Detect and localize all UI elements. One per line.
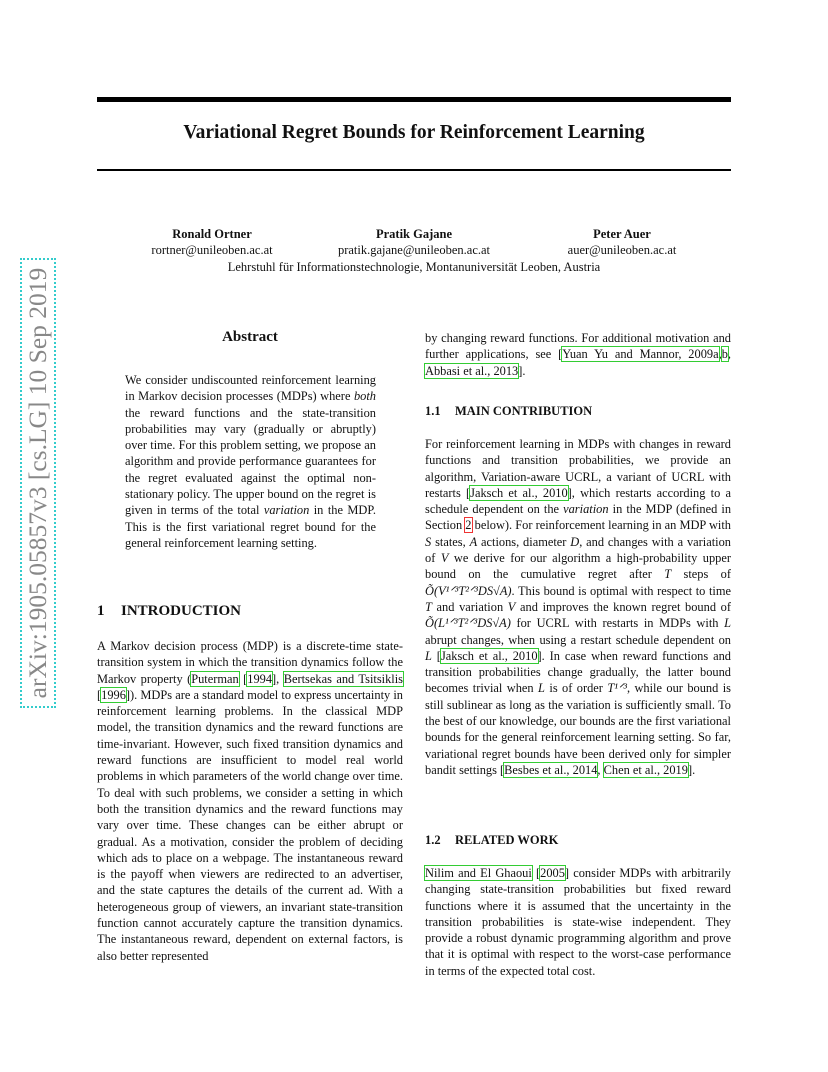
- author-name: Peter Auer: [593, 227, 651, 241]
- citation-link[interactable]: Yuan Yu and Mannor, 2009a: [562, 347, 719, 362]
- citation-link[interactable]: Nilim and El Ghaoui: [425, 866, 532, 880]
- author-1: [97, 226, 327, 258]
- citation-link[interactable]: Chen et al., 2019: [603, 762, 688, 777]
- title-top-rule: [97, 97, 731, 102]
- subsection-heading-related-work: 1.2 RELATED WORK: [425, 833, 559, 847]
- author-3: [507, 226, 737, 258]
- subsection-heading-main-contribution: 1.1 MAIN CONTRIBUTION: [425, 404, 593, 418]
- author-name: Pratik Gajane: [375, 227, 453, 241]
- arxiv-stamp-text: arXiv:1905.05857v3 [cs.LG] 10 Sep 2019: [23, 267, 52, 699]
- abstract-heading: Abstract: [222, 329, 278, 345]
- citation-link[interactable]: Bertsekas and Tsitsiklis: [283, 671, 403, 686]
- regret-bound-formula: Õ(V¹ᐟ³T²ᐟ³DS√A): [425, 583, 512, 598]
- citation-link[interactable]: Puterman: [191, 671, 239, 686]
- citation-link[interactable]: 2005: [540, 866, 565, 880]
- section-link[interactable]: 2: [465, 518, 472, 533]
- arxiv-stamp: [20, 258, 56, 708]
- author-email: pratik.gajane@unileoben.ac.at: [337, 243, 491, 257]
- related-work-text: Nilim and El Ghaoui [2005] consider MDPs with arbitrarily changing state-transition probabilities but fixed reward functions where it is assumed that the uncertainty in the transition probabilities is state-wise independent. They provide a robust dynamic programming algorithm and prove that it is optimal with respect to the worst-case performance in terms of the expected total cost.: [425, 866, 731, 978]
- citation-link[interactable]: Abbasi et al., 2013: [425, 363, 519, 378]
- regret-bound-formula: Õ(L¹ᐟ³T²ᐟ³DS√A): [425, 616, 511, 631]
- title-bottom-rule: [97, 169, 731, 171]
- citation-link[interactable]: Besbes et al., 2014: [504, 762, 598, 777]
- affiliation: Lehrstuhl für Informationstechnologie, Montanuniversität Leoben, Austria: [227, 260, 601, 274]
- author-name: Ronald Ortner: [172, 227, 252, 241]
- citation-link[interactable]: Jaksch et al., 2010: [440, 648, 538, 663]
- citation-link[interactable]: 1994: [247, 671, 273, 686]
- section-heading-introduction: 1 INTRODUCTION: [97, 603, 242, 619]
- author-email: rortner@unileoben.ac.at: [151, 243, 273, 257]
- paper-title: Variational Regret Bounds for Reinforcement Learning: [183, 122, 645, 143]
- citation-link[interactable]: 1996: [101, 687, 126, 702]
- main-contribution-text: For reinforcement learning in MDPs with changes in reward functions and transition probabilities, we provide an algorithm, Variation-aware UCRL, a variant of UCRL with restarts [Jaksch et al., 2010], which restarts according to a schedule dependent on the variation in the MDP (defined in Section 2 below). For reinforcement learning in an MDP with S states, A actions, diameter D, and changes with a variation of V we derive for our algorithm a high-probability upper bound on the cumulative regret after T steps of Õ(V¹ᐟ³T²ᐟ³DS√A). This bound is optimal with respect to time T and variation V and improves the known regret bound of Õ(L¹ᐟ³T²ᐟ³DS√A) for UCRL with restarts in MDPs with L abrupt changes, when using a restart schedule dependent on L [Jaksch et al., 2010]. In case when reward functions and transition probabilities change gradually, the latter bound becomes trivial when L is of order T¹ᐟ³, while our bound is still sublinear as long as the variation is sufficiently small. To the best of our knowledge, our bounds are the first variational bounds for the general reinforcement learning setting. So far, variational regret bounds have been derived only for simpler bandit settings [Besbes et al., 2014, Chen et al., 2019].: [425, 437, 732, 777]
- citation-link[interactable]: Jaksch et al., 2010: [470, 485, 568, 500]
- right-column-continuation: by changing reward functions. For additional motivation and further applications, see [Yuan Yu and Mannor, 2009a,b, Abbasi et al., 2013].: [425, 331, 732, 378]
- citation-link[interactable]: b: [721, 347, 728, 362]
- introduction-text: A Markov decision process (MDP) is a discrete-time state-transition system in which the transition dynamics follow the Markov property (Puterman [1994], Bertsekas and Tsitsiklis [1996]). MDPs are a standard model to express uncertainty in reinforcement learning problems. In the classical MDP model, the transition dynamics and the reward functions are time-invariant. However, such fixed transition dynamics and reward functions are insufficient to model real world problems in which parameters of the world change over time. To deal with such problems, we consider a setting in which both the transition dynamics and the reward functions may vary over time. These changes can be either abrupt or gradual. As a motivation, consider the problem of deciding which ads to place on a webpage. The instantaneous reward is the payoff when viewers are redirected to an advertiser, and the state captures the details of the current ad. With a heterogeneous group of viewers, an invariant state-transition function cannot accurately capture the transition dynamics. The instantaneous reward, dependent on external factors, is also better represented: [97, 639, 403, 963]
- author-2: [299, 226, 529, 258]
- abstract-text: We consider undiscounted reinforcement learning in Markov decision processes (MDPs) where both the reward functions and the state-transition probabilities may vary (gradually or abruptly) over time. For this problem setting, we propose an algorithm and provide performance guarantees for the regret evaluated against the optimal non-stationary policy. The upper bound on the regret is given in terms of the total variation in the MDP. This is the first variational regret bound for the general reinforcement learning setting.: [125, 373, 376, 550]
- author-email: auer@unileoben.ac.at: [567, 243, 677, 257]
